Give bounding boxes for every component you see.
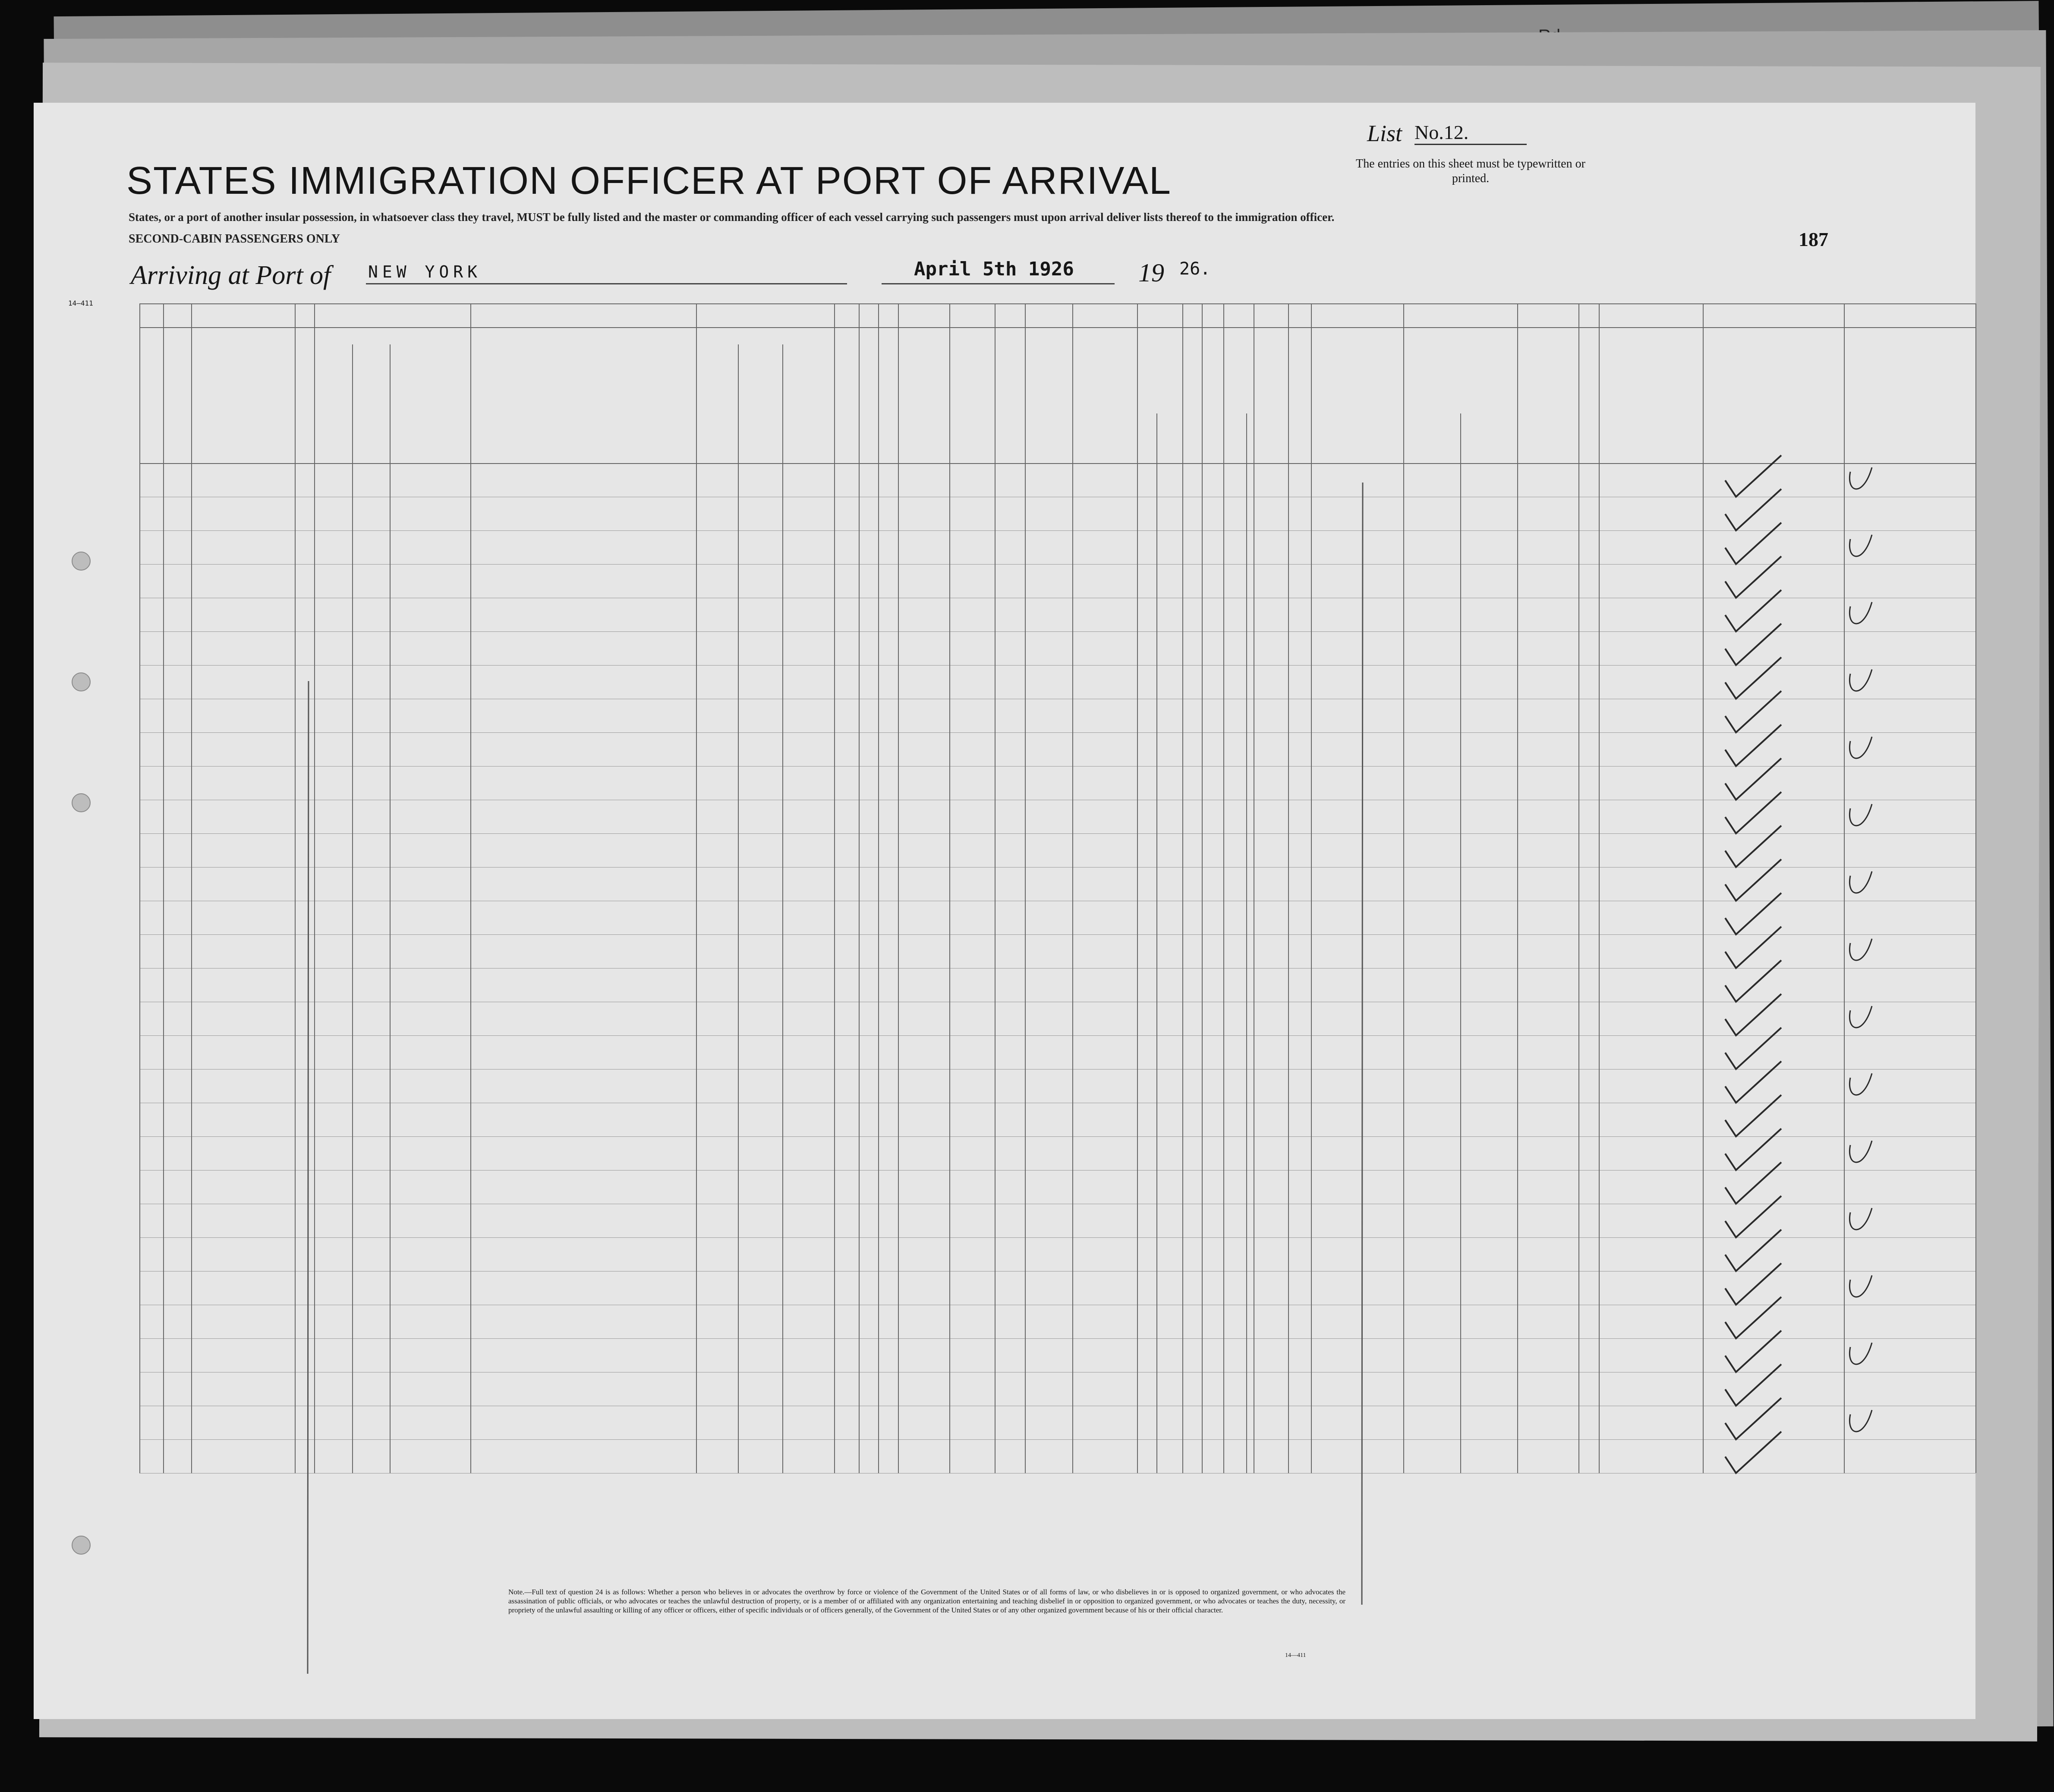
column-rule [1311, 303, 1312, 1473]
year-suffix: 26. [1179, 259, 1211, 279]
date-initial-stroke [1849, 535, 1872, 556]
date-initial-stroke [1849, 669, 1872, 691]
check-mark-stroke [1725, 1432, 1781, 1473]
footer-code: 14—411 [1285, 1652, 1306, 1659]
form-code: 14—411 [68, 299, 93, 307]
sub-column-rule [738, 344, 739, 1473]
column-header [1185, 336, 1222, 457]
subheader-rot20c [785, 338, 831, 459]
pencil-stroke-line [1362, 483, 1363, 1605]
column-rule [1137, 303, 1138, 1473]
sub-column-rule [352, 344, 353, 1473]
subheader-rot25 [953, 338, 992, 459]
column-rule [1182, 303, 1183, 1473]
column-rule [949, 303, 950, 1473]
column-rule [1578, 303, 1579, 1473]
column-header [1074, 379, 1135, 457]
column-header [1600, 379, 1701, 457]
date-initial-stroke [1849, 1073, 1872, 1095]
column-rule [898, 303, 899, 1473]
column-rule [834, 303, 835, 1473]
column-rule [1975, 303, 1976, 1473]
date-initial-stroke [1849, 1208, 1872, 1230]
manifest-sheet [34, 103, 1975, 1719]
date-initial-stroke [1849, 804, 1872, 826]
footer-note: Note.—Full text of question 24 is as follows: Whether a person who believes in or advocates the overthrow by force or violence of the Government of the United States or of all forms of law, or who disbelieves in or is opposed to organized government, or who advocates the assassination of public officials, or who advocates or teaches the unlawful destruction of property, or is a member of or affiliated with any organization entertaining and teaching disbelief in or opposition to organized government, or who advocates or teaches the duty, necessity, or propriety of the unlawful assaulting or killing of any officer or officers, either of specific individuals or of officers generally, of the Government of the United States or of any other organized government because of his or their official character. [508, 1588, 1345, 1614]
date-initial-stroke [1849, 871, 1872, 893]
arrival-port: NEW YORK [368, 262, 482, 281]
typewritten-notice: The entries on this sheet must be typewritten or printed. [1356, 157, 1585, 185]
column-rule [163, 303, 164, 1473]
column-rule [1403, 303, 1404, 1473]
column-rule [1025, 303, 1026, 1473]
column-header [316, 379, 469, 457]
check-mark [1699, 1431, 1881, 1478]
list-number: No.12. [1414, 121, 1527, 145]
class-line: SECOND-CABIN PASSENGERS ONLY [129, 232, 340, 246]
date-initial-stroke [1849, 602, 1872, 624]
column-header [1225, 379, 1286, 457]
column-rule [696, 303, 697, 1473]
column-header [1140, 336, 1181, 457]
list-label: List [1367, 120, 1402, 146]
arrival-date: April 5th 1926 [914, 258, 1074, 280]
column-rule [470, 303, 471, 1473]
page-title: STATES IMMIGRATION OFFICER AT PORT OF ARRIVAL [126, 159, 1172, 202]
column-header [472, 379, 694, 457]
column-header [193, 379, 293, 457]
date-initial-stroke [1849, 1006, 1872, 1028]
column-header [1405, 379, 1515, 457]
column-header [1581, 336, 1597, 457]
sub-column-rule [782, 344, 783, 1473]
column-rule [295, 303, 296, 1473]
subheader-rot26 [998, 338, 1022, 459]
sub-column-rule [1460, 413, 1461, 1473]
date-initial-stroke [1849, 1141, 1872, 1162]
column-rule [139, 303, 140, 1473]
column-header [1027, 379, 1071, 457]
column-header [861, 336, 876, 457]
page-number: 187 [1799, 228, 1828, 250]
column-header [297, 336, 312, 457]
column-rule [1288, 303, 1289, 1473]
column-rule [1223, 303, 1224, 1473]
arriving-label: Arriving at Port of [131, 261, 331, 290]
column-rule [1517, 303, 1518, 1473]
pencil-stroke [1354, 483, 1371, 1605]
column-rule [859, 303, 860, 1473]
year-prefix: 19 [1138, 259, 1164, 287]
instruction-text: States, or a port of another insular possession, in whatsoever class they travel, MUST be fully listed and the master or commanding officer of each vessel carrying such passengers must upon arrival deliver lists thereof to the immigration officer. [129, 211, 1335, 224]
date-initial-stroke [1849, 737, 1872, 758]
subheader-rot21 [837, 338, 856, 459]
sub-column-rule [1246, 413, 1247, 1473]
sub-column-rule [390, 344, 391, 1473]
column-rule [1202, 303, 1203, 1473]
column-header [881, 336, 896, 457]
pencil-stroke-line [308, 681, 309, 1674]
subheader-rot24 [901, 338, 947, 459]
table-top-rule [139, 303, 1975, 304]
column-number-rule [139, 327, 1975, 328]
sub-column-rule [1156, 413, 1157, 1473]
column-header [1846, 379, 1974, 457]
date-initial-stroke [1849, 1410, 1872, 1432]
column-rule [191, 303, 192, 1473]
column-header [142, 336, 161, 457]
pencil-stroke [300, 681, 317, 1674]
date-initial-stroke [1849, 467, 1872, 489]
date-initial-stroke [1849, 1343, 1872, 1364]
manifest-table [34, 103, 1975, 1719]
subheader-rot20b [741, 338, 780, 459]
column-rule [878, 303, 879, 1473]
column-rule [1072, 303, 1073, 1473]
column-rule [1599, 303, 1600, 1473]
column-header [166, 336, 189, 457]
date-initial-stroke [1849, 939, 1872, 960]
subheader-rot20a [700, 338, 735, 459]
date-initial-stroke [1849, 1275, 1872, 1297]
column-header [1704, 379, 1842, 457]
column-header [1290, 379, 1402, 457]
